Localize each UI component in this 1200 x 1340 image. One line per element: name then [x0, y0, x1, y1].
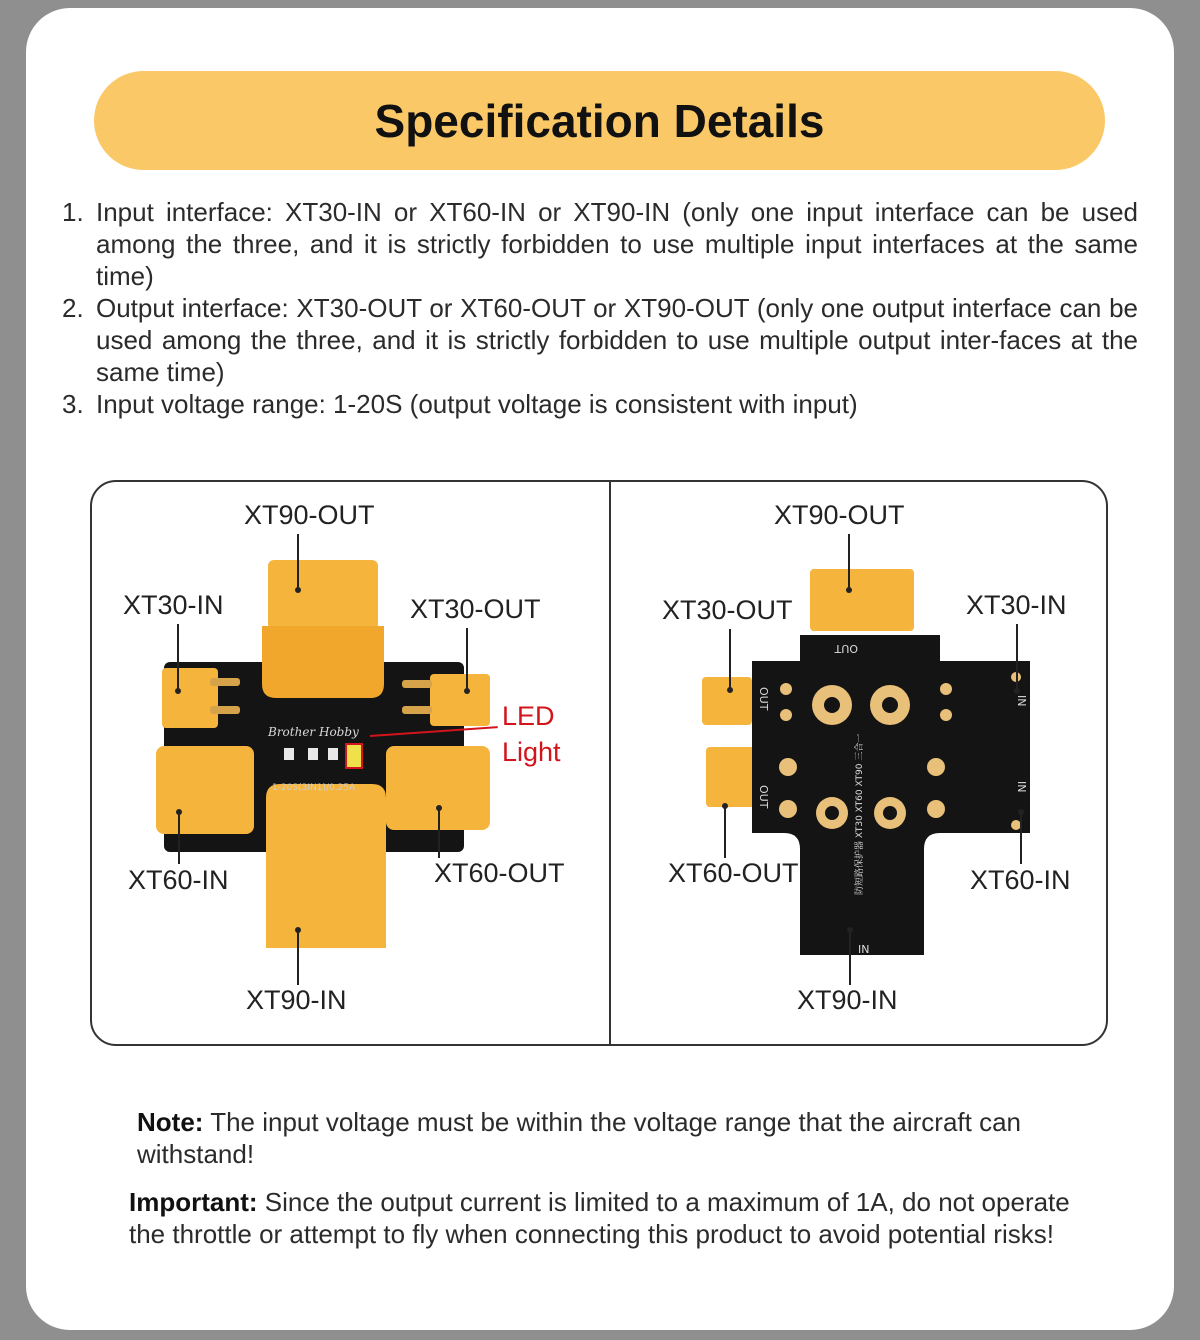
note-paragraph: [137, 1106, 1097, 1170]
leader-line: [177, 624, 179, 690]
solder-pad: [780, 709, 792, 721]
label-xt90-in: XT90-IN: [246, 985, 347, 1015]
silk-center-text: 防短路保护器 XT30 XT60 XT90 三合一: [855, 733, 865, 895]
label-led-line1: LED: [502, 701, 555, 731]
label-xt30-out-back: XT30-OUT: [662, 595, 793, 625]
list-item-number: 3.: [62, 389, 84, 419]
smd-part: [284, 748, 294, 760]
silk-out-top: OUT: [834, 642, 858, 655]
label-xt30-in: XT30-IN: [123, 590, 224, 620]
page-title: Specification Details: [374, 94, 825, 147]
leader-line: [848, 534, 850, 590]
label-xt30-out: XT30-OUT: [410, 594, 541, 624]
leader-dot: [847, 927, 853, 933]
pin: [402, 680, 432, 688]
silk-in-bottom: IN: [858, 943, 870, 956]
leader-dot: [727, 687, 733, 693]
leader-line: [1016, 624, 1018, 690]
title-banner: [94, 71, 1105, 170]
list-item: [62, 196, 1138, 292]
pad-hole: [825, 806, 839, 820]
leader-line: [438, 808, 440, 858]
label-xt60-in: XT60-IN: [128, 865, 229, 895]
leader-line: [297, 930, 299, 985]
leader-dot: [175, 688, 181, 694]
xt30-out-connector: [702, 677, 752, 725]
pad-hole: [824, 697, 840, 713]
label-led-line2: Light: [502, 737, 561, 767]
list-item: [62, 388, 1138, 420]
important-paragraph: [129, 1186, 1109, 1250]
label-xt60-out: XT60-OUT: [434, 858, 565, 888]
leader-line: [724, 806, 726, 858]
xt30-in-connector: [162, 668, 218, 728]
spec-list: [62, 196, 1138, 420]
led-indicator: [346, 744, 362, 768]
important-label: Important:: [129, 1187, 258, 1217]
pin: [210, 678, 240, 686]
leader-line: [1020, 812, 1022, 864]
pin: [210, 706, 240, 714]
leader-dot: [464, 688, 470, 694]
solder-pad: [779, 758, 797, 776]
solder-pad: [927, 800, 945, 818]
leader-line: [297, 534, 299, 590]
label-xt30-in-back: XT30-IN: [966, 590, 1067, 620]
board-brand-text: Brother Hobby: [268, 725, 359, 739]
xt60-in-connector: [156, 746, 254, 834]
note-label: Note:: [137, 1107, 204, 1137]
xt90-out-connector: [268, 560, 378, 630]
board-spec-text: 1-20S(3IN1)/0.25A: [272, 783, 356, 793]
list-item-number: 1.: [62, 197, 84, 227]
smd-part: [308, 748, 318, 760]
label-xt60-out-back: XT60-OUT: [668, 858, 799, 888]
leader-dot: [436, 805, 442, 811]
leader-dot: [295, 927, 301, 933]
silk-out-left-1: OUT: [757, 687, 770, 711]
pad-hole: [883, 806, 897, 820]
pin: [402, 706, 432, 714]
note-text: The input voltage must be within the voltage range that the aircraft can withstand!: [137, 1107, 1022, 1169]
solder-pad: [780, 683, 792, 695]
leader-dot: [846, 587, 852, 593]
list-item-text: Input interface: XT30-IN or XT60-IN or XT90-IN (only one input interface can be used among the three, and it is strictly forbidden to use multiple input interfaces at the same time): [96, 197, 1138, 291]
silk-out-left-2: OUT: [757, 785, 770, 809]
important-text: Since the output current is limited to a maximum of 1A, do not operate the throttle or attempt to fly when connecting this product to avoid potential risks!: [129, 1187, 1070, 1249]
silk-in-right-1: IN: [1015, 695, 1028, 707]
pad-hole: [882, 697, 898, 713]
xt90-out-connector: [810, 569, 914, 631]
leader-line: [466, 628, 468, 690]
label-xt90-in-back: XT90-IN: [797, 985, 898, 1015]
label-xt90-out: XT90-OUT: [244, 500, 375, 530]
list-item-text: Input voltage range: 1-20S (output voltage is consistent with input): [96, 389, 858, 419]
solder-pad: [940, 683, 952, 695]
xt30-out-connector: [430, 674, 490, 726]
xt90-out-housing: [262, 626, 384, 698]
list-item-number: 2.: [62, 293, 84, 323]
leader-dot: [1018, 809, 1024, 815]
diagram-divider: [609, 480, 611, 1046]
pcb-board: [752, 635, 1030, 955]
solder-pad: [940, 709, 952, 721]
leader-dot: [176, 809, 182, 815]
solder-pad: [927, 758, 945, 776]
leader-line: [729, 629, 731, 689]
leader-dot: [722, 803, 728, 809]
list-item: [62, 292, 1138, 388]
silk-in-right-2: IN: [1015, 781, 1028, 793]
leader-dot: [1014, 688, 1020, 694]
leader-dot: [295, 587, 301, 593]
smd-part: [328, 748, 338, 760]
solder-pad: [779, 800, 797, 818]
xt60-out-connector: [706, 747, 756, 807]
leader-line: [178, 812, 180, 864]
label-xt90-out-back: XT90-OUT: [774, 500, 905, 530]
xt90-in-connector: [266, 784, 386, 948]
list-item-text: Output interface: XT30-OUT or XT60-OUT or XT90-OUT (only one output interface can be used among the three, and it is strictly forbidden to use multiple output inter-faces at the same time): [96, 293, 1138, 387]
leader-line: [849, 930, 851, 985]
label-xt60-in-back: XT60-IN: [970, 865, 1071, 895]
